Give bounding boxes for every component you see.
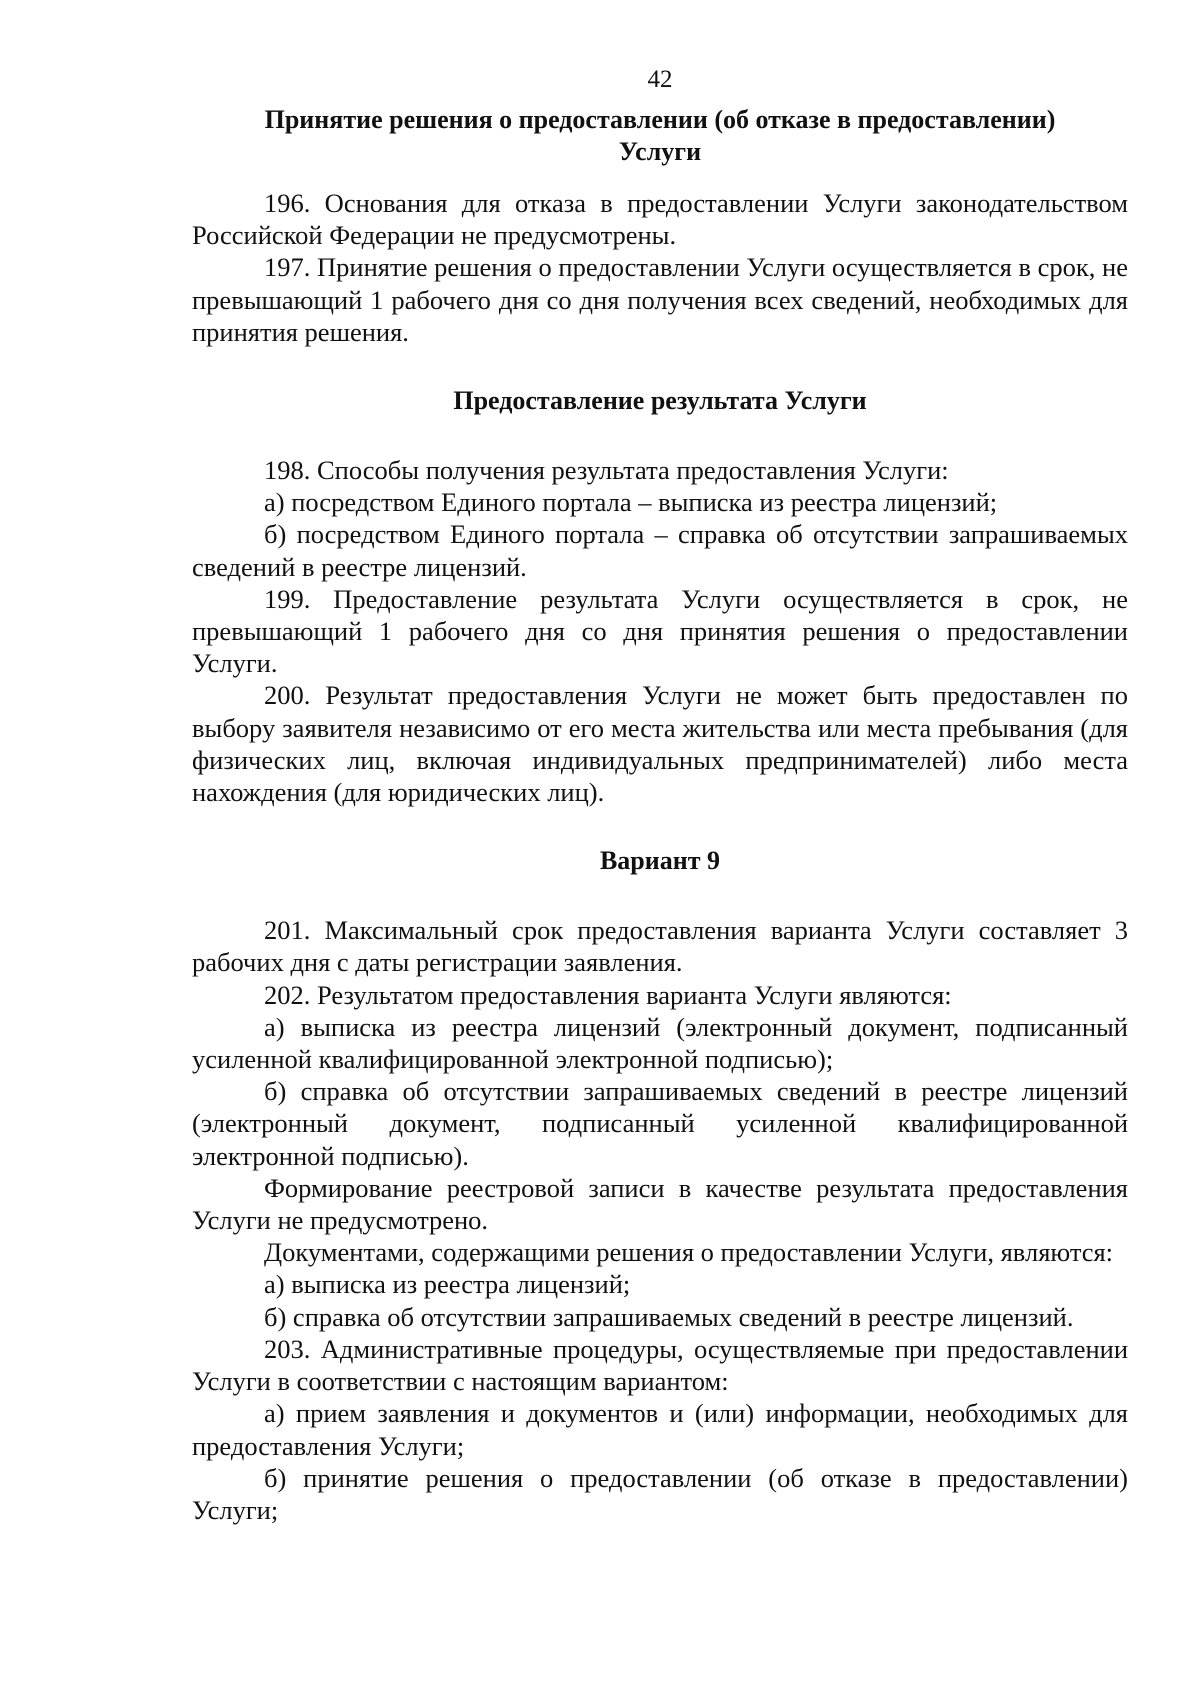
paragraph-202: 202. Результатом предоставления варианта Услуги являются: <box>264 979 952 1010</box>
paragraph-202-a: а) выписка из реестра лицензий (электронный документ, подписанный усиленной квалифицированной электронной подписью); <box>192 1011 1128 1075</box>
section-heading-decision-line2: Услуги <box>618 137 702 166</box>
paragraph-registry-record: Формирование реестровой записи в качестве результата предоставления Услуги не предусмотрено. <box>192 1172 1128 1236</box>
paragraph-203: 203. Административные процедуры, осуществляемые при предоставлении Услуги в соответствии с настоящим вариантом: <box>192 1333 1128 1397</box>
section-heading-result: Предоставление результата Услуги <box>453 386 867 416</box>
section-heading-decision: Принятие решения о предоставлении (об отказе в предоставлении) <box>264 105 1056 134</box>
paragraph-203-a: а) прием заявления и документов и (или) информации, необходимых для предоставления Услуги; <box>192 1398 1128 1461</box>
paragraph-decision-documents: Документами, содержащими решения о предоставлении Услуги, являются: <box>264 1237 1114 1268</box>
paragraph-202-b: б) справка об отсутствии запрашиваемых сведений в реестре лицензий (электронный документ, подписанный усиленной квалифицированной электронной подписью). <box>192 1076 1128 1171</box>
paragraph-201: 201. Максимальный срок предоставления варианта Услуги составляет 3 рабочих дня с даты регистрации заявления. <box>192 915 1128 978</box>
page-number: 42 <box>647 66 673 93</box>
paragraph-199: 199. Предоставление результата Услуги осуществляется в срок, не превышающий 1 рабочего дня со дня принятия решения о предоставлении Услуги. <box>192 583 1128 679</box>
paragraph-197: 197. Принятие решения о предоставлении Услуги осуществляется в срок, не превышающий 1 рабочего дня со дня получения всех сведений, необходимых для принятия решения. <box>192 252 1128 347</box>
paragraph-198-b: б) посредством Единого портала – справка об отсутствии запрашиваемых сведений в реестре лицензий. <box>192 519 1128 582</box>
paragraph-documents-a: а) выписка из реестра лицензий; <box>264 1269 631 1300</box>
paragraph-200: 200. Результат предоставления Услуги не может быть предоставлен по выбору заявителя независимо от его места жительства или места пребывания (для физических лиц, включая индивидуальных предпринимателей) либо места нахождения (для юридических лиц). <box>192 680 1128 808</box>
paragraph-198-a: а) посредством Единого портала – выписка из реестра лицензий; <box>264 487 998 518</box>
document-page <box>192 64 1128 1526</box>
paragraph-196: 196. Основания для отказа в предоставлении Услуги законодательством Российской Федерации не предусмотрены. <box>192 188 1128 251</box>
paragraph-203-b: б) принятие решения о предоставлении (об отказе в предоставлении) Услуги; <box>192 1462 1128 1525</box>
paragraph-198: 198. Способы получения результата предоставления Услуги: <box>264 455 949 486</box>
paragraph-documents-b: б) справка об отсутствии запрашиваемых сведений в реестре лицензий. <box>264 1301 1074 1332</box>
section-heading-variant: Вариант 9 <box>599 846 721 876</box>
